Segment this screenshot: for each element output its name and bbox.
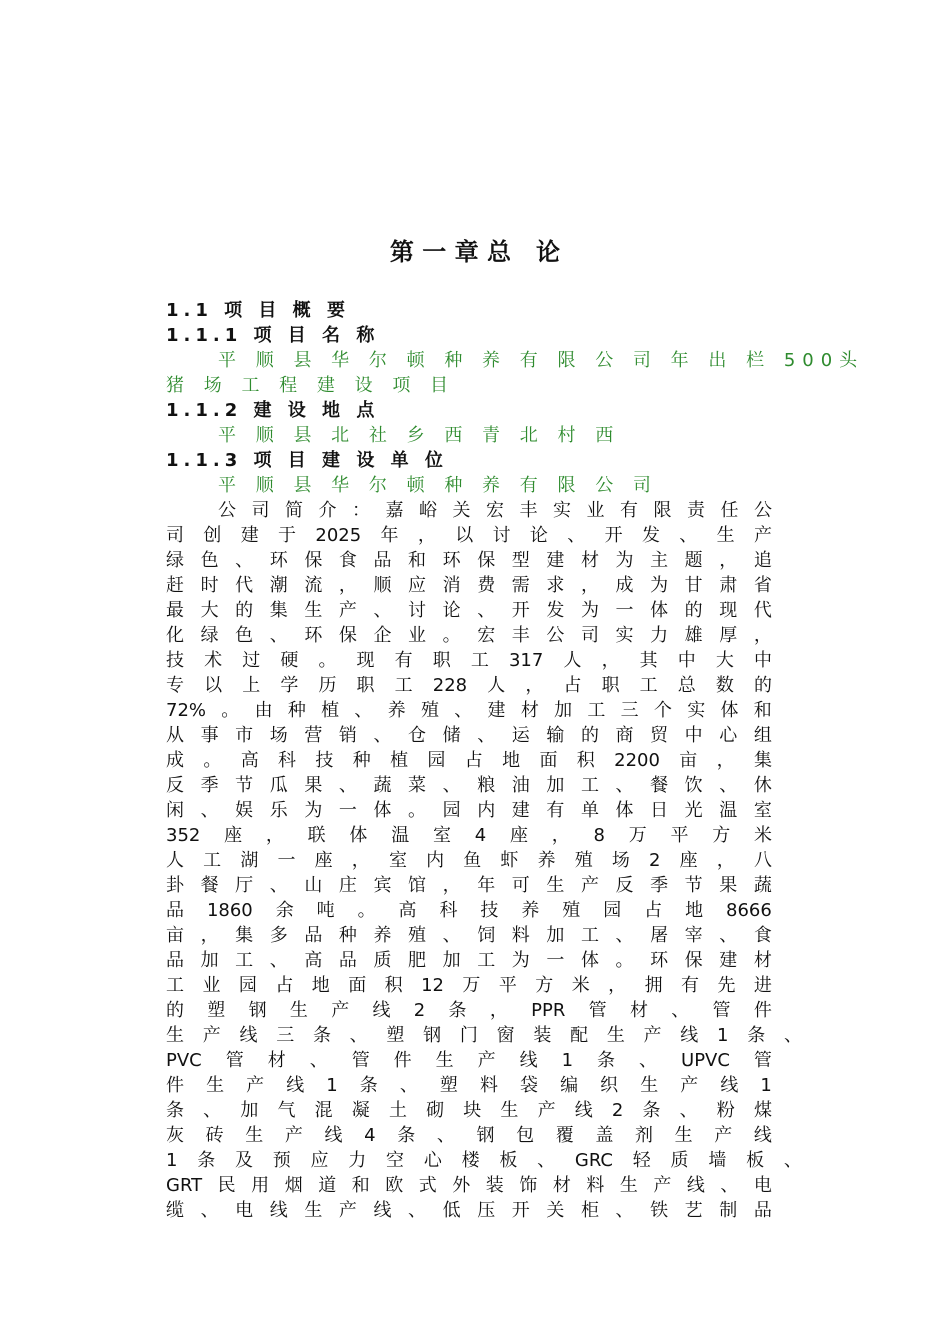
construction-unit: 平 顺 县 华 尔 顿 种 养 有 限 公 司 [218,475,658,496]
body-line: 亩 ， 集 多 品 种 养 殖 、 饲 料 加 工 、 屠 宰 、 食 [166,925,772,946]
document-body [166,298,865,1223]
construction-location: 平 顺 县 北 社 乡 西 青 北 村 西 [218,425,621,446]
body-line: 条 、 加 气 混 凝 土 砌 块 生 产 线 2 条 、 粉 煤 [166,1100,772,1121]
section-heading-1-1-2: 1.1.2 建 设 地 点 [166,400,380,421]
body-line: 工 业 园 占 地 面 积 12 万 平 方 米 ， 拥 有 先 进 [166,975,772,996]
body-line: 成 。 高 科 技 种 植 园 占 地 面 积 2200 亩 ， 集 [166,750,772,771]
body-line: 最 大 的 集 生 产 、 讨 论 、 开 发 为 一 体 的 现 代 [166,600,772,621]
body-line: 品 加 工 、 高 品 质 肥 加 工 为 一 体 。 环 保 建 材 [166,950,772,971]
body-line: 反 季 节 瓜 果 、 蔬 菜 、 粮 油 加 工 、 餐 饮 、 休 [166,775,772,796]
body-line: 人 工 湖 一 座 ， 室 内 鱼 虾 养 殖 场 2 座 ， 八 [166,850,772,871]
section-heading-1-1-3: 1.1.3 项 目 建 设 单 位 [166,450,448,471]
company-profile-paragraph [166,498,806,1223]
body-line: 72% 。 由 种 植 、 养 殖 、 建 材 加 工 三 个 实 体 和 [166,700,772,721]
body-line: 的 塑 钢 生 产 线 2 条 ， PPR 管 材 、 管 件 [166,1000,772,1021]
body-line: 司 创 建 于 2025 年 ， 以 讨 论 、 开 发 、 生 产 [166,525,772,546]
body-line: 赶 时 代 潮 流 ， 顺 应 消 费 需 求 ， 成 为 甘 肃 省 [166,575,772,596]
body-line: 专 以 上 学 历 职 工 228 人 ， 占 职 工 总 数 的 [166,675,772,696]
body-line: 件 生 产 线 1 条 、 塑 料 袋 编 织 生 产 线 1 [166,1075,772,1096]
body-line: 绿 色 、 环 保 食 品 和 环 保 型 建 材 为 主 题 ， 追 [166,550,772,571]
body-line: 生 产 线 三 条 、 塑 钢 门 窗 装 配 生 产 线 1 条 、 [166,1025,802,1046]
body-line: 352 座 ， 联 体 温 室 4 座 ， 8 万 平 方 米 [166,825,772,846]
section-heading-1-1-1: 1.1.1 项 目 名 称 [166,325,380,346]
body-line: 1 条 及 预 应 力 空 心 楼 板 、 GRC 轻 质 墙 板 、 [166,1150,802,1171]
project-name-line-2: 猪 场 工 程 建 设 项 目 [166,375,456,396]
body-line: 缆 、 电 线 生 产 线 、 低 压 开 关 柜 、 铁 艺 制 品 [166,1200,772,1221]
body-line: 灰 砖 生 产 线 4 条 、 钢 包 覆 盖 剂 生 产 线 [166,1125,772,1146]
body-line: 卦 餐 厅 、 山 庄 宾 馆 ， 年 可 生 产 反 季 节 果 蔬 [166,875,772,896]
chapter-title: 第 一 章 总 论 [389,238,561,266]
project-name-line-1: 平 顺 县 华 尔 顿 种 养 有 限 公 司 年 出 栏 500头 [218,350,865,371]
body-line: 从 事 市 场 营 销 、 仓 储 、 运 输 的 商 贸 中 心 组 [166,725,772,746]
body-line: 技 术 过 硬 。 现 有 职 工 317 人 ， 其 中 大 中 [166,650,772,671]
section-heading-1-1: 1.1 项 目 概 要 [166,300,350,321]
body-line: 公 司 简 介 ： 嘉 峪 关 宏 丰 实 业 有 限 责 任 公 [218,500,772,521]
body-line: 化 绿 色 、 环 保 企 业 。 宏 丰 公 司 实 力 雄 厚 ， [166,625,772,646]
body-line: GRT 民 用 烟 道 和 欧 式 外 装 饰 材 料 生 产 线 、 电 [166,1175,772,1196]
body-line: 品 1860 余 吨 。 高 科 技 养 殖 园 占 地 8666 [166,900,772,921]
body-line: 闲 、 娱 乐 为 一 体 。 园 内 建 有 单 体 日 光 温 室 [166,800,772,821]
body-line: PVC 管 材 、 管 件 生 产 线 1 条 、 UPVC 管 [166,1050,772,1071]
